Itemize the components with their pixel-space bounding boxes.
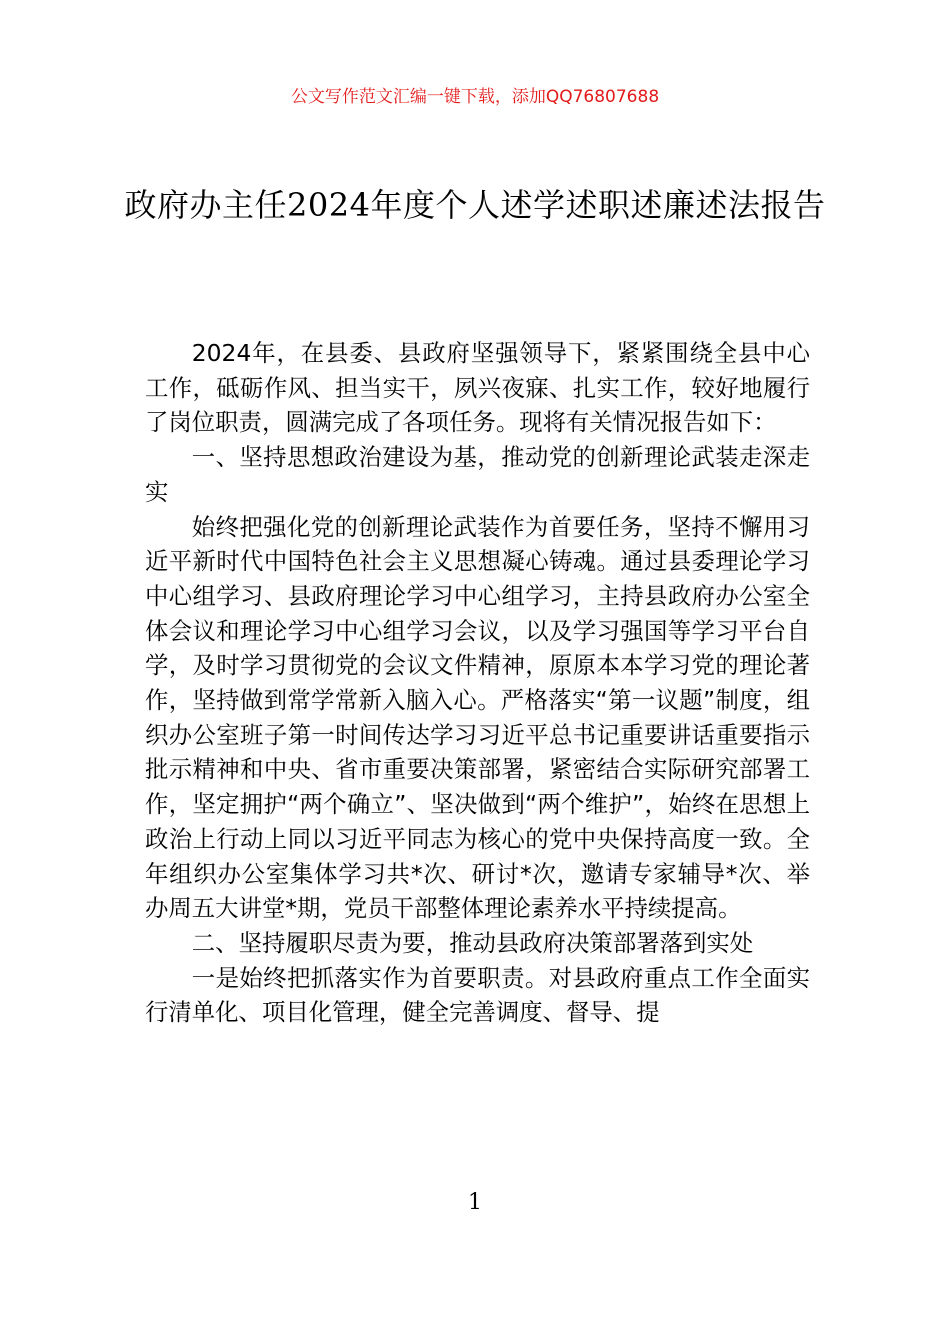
- page-number: 1: [468, 1190, 482, 1215]
- document-title: 政府办主任2024年度个人述学述职述廉述法报告: [124, 186, 826, 224]
- section-heading-2: 二、坚持履职尽责为要，推动县政府决策部署落到实处: [191, 928, 754, 957]
- section-heading-1: 一、坚持思想政治建设为基，推动党的创新理论武装走深走实: [145, 443, 810, 506]
- header-note: 公文写作范文汇编一键下载，添加QQ76807688: [290, 87, 660, 107]
- paragraph-section-2: 一是始终把抓落实作为首要职责。对县政府重点工作全面实行清单化、项目化管理，健全完善调度、督导、提: [145, 963, 810, 1027]
- paragraph-intro: 2024年，在县委、县政府坚强领导下，紧紧围绕全县中心工作，砥砺作风、担当实干，夙兴夜寐、扎实工作，较好地履行了岗位职责，圆满完成了各项任务。现将有关情况报告如下：: [145, 339, 810, 437]
- paragraph-section-1: 始终把强化党的创新理论武装作为首要任务，坚持不懈用习近平新时代中国特色社会主义思想凝心铸魂。通过县委理论学习中心组学习、县政府理论学习中心组学习，主持县政府办公室全体会议和理论学习中心组学习会议，以及学习强国等学习平台自学，及时学习贯彻党的会议文件精神，原原本本学习党的理论著作，坚持做到常学常新入脑入心。严格落实“第一议题”制度，组织办公室班子第一时间传达学习习近平总书记重要讲话重要指示批示精神和中央、省市重要决策部署，紧密结合实际研究部署工作，坚定拥护“两个确立”、坚决做到“两个维护”，始终在思想上政治上行动上同以习近平同志为核心的党中央保持高度一致。全年组织办公室集体学习共*次、研讨*次，邀请专家辅导*次、举办周五大讲堂*期，党员干部整体理论素养水平持续提高。: [145, 512, 810, 923]
- document-body: [145, 336, 810, 1030]
